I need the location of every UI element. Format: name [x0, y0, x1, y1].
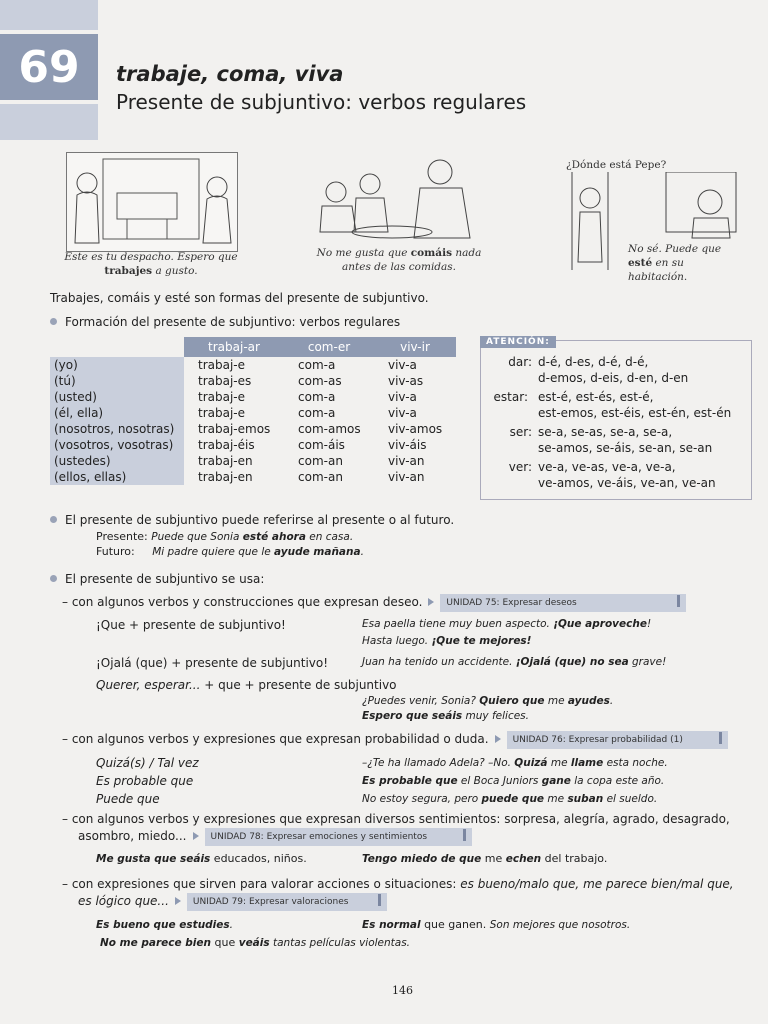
conjugation-table [50, 337, 456, 485]
conjugation-row [50, 421, 456, 437]
attention-forms: ve-a, ve-as, ve-a, ve-a, [538, 460, 676, 474]
ar-form-cell: trabaj-e [198, 390, 246, 404]
er-form-cell: com-a [298, 358, 336, 372]
arrow-right-icon [175, 897, 181, 905]
attention-forms: se-amos, se-áis, se-an, se-an [538, 441, 713, 455]
page-subtitle: Presente de subjuntivo: verbos regulares [116, 90, 527, 114]
header-ir: viv-ir [374, 337, 456, 357]
er-form-cell: com-an [298, 454, 343, 468]
ir-form-cell: viv-amos [388, 422, 443, 436]
attention-forms: se-a, se-as, se-a, se-a, [538, 425, 673, 439]
conjugation-row [50, 469, 456, 485]
bullet-icon [50, 516, 57, 523]
valoracion-example-3: No me parece bien que veáis tantas películas violentas. [100, 936, 411, 949]
deseo-example-1: Esa paella tiene muy buen aspecto. ¡Que aproveche! [362, 618, 652, 630]
ir-form-cell: viv-an [388, 470, 425, 484]
ar-form-cell: trabaj-éis [198, 438, 255, 452]
conjugation-row [50, 357, 456, 373]
sentimientos-example-1: Me gusta que seáis educados, niños. [96, 852, 307, 865]
er-form-cell: com-amos [298, 422, 361, 436]
ar-form-cell: trabaj-en [198, 454, 253, 468]
pronoun-cell: (él, ella) [50, 405, 184, 421]
office-drawing [67, 153, 237, 251]
probabilidad-example: –¿Te ha llamado Adela? –No. Quizá me llame esta noche. [362, 757, 668, 769]
ir-form-cell: viv-a [388, 390, 417, 404]
er-form-cell: com-a [298, 390, 336, 404]
unit-79-link[interactable]: UNIDAD 79: Expresar valoraciones [187, 893, 388, 911]
deseo-rule-2: ¡Ojalá (que) + presente de subjuntivo! [96, 656, 329, 670]
probabilidad-expression: Es probable que [96, 774, 194, 788]
header-ar: trabaj-ar [184, 337, 284, 357]
attention-verb: estar: [493, 390, 528, 404]
pronoun-cell: (usted) [50, 389, 184, 405]
ar-form-cell: trabaj-emos [198, 422, 271, 436]
page-number: 146 [392, 984, 413, 997]
er-form-cell: com-an [298, 470, 343, 484]
arrow-right-icon [428, 598, 434, 606]
attention-verb: ver: [508, 460, 532, 474]
valoracion-example-2: Es normal que ganen. Son mejores que nosotros. [362, 918, 631, 931]
conjugation-body [50, 357, 456, 485]
pronoun-cell: (tú) [50, 373, 184, 389]
ar-form-cell: trabaj-e [198, 406, 246, 420]
pronoun-cell: (vosotros, vosotras) [50, 437, 184, 453]
conjugation-row [50, 453, 456, 469]
er-form-cell: com-as [298, 374, 342, 388]
deseo-rule-1: ¡Que + presente de subjuntivo! [96, 618, 286, 632]
attention-forms: est-emos, est-éis, est-én, est-én [538, 406, 732, 420]
conjugation-row [50, 389, 456, 405]
pronoun-cell: (yo) [50, 357, 184, 373]
deseo-rule-3: Querer, esperar... + que + presente de subjuntivo [96, 678, 397, 692]
use-valoracion: – con expresiones que sirven para valorar acciones o situaciones: es bueno/malo que, me parece bien/mal que, [62, 877, 734, 891]
illustration-phone-caption: No sé. Puede que esté en su habitación. [628, 243, 722, 283]
future-example: Futuro: Mi padre quiere que le ayude mañana. [96, 545, 364, 558]
er-form-cell: com-a [298, 406, 336, 420]
attention-verb: dar: [508, 355, 532, 369]
deseo-example-3: Juan ha tenido un accidente. ¡Ojalá (que) no sea grave! [362, 656, 667, 668]
probabilidad-example: No estoy segura, pero puede que me suban el sueldo. [362, 793, 658, 805]
er-form-cell: com-áis [298, 438, 345, 452]
unit-78-link[interactable]: UNIDAD 78: Expresar emociones y sentimientos [205, 828, 473, 846]
present-example: Presente: Puede que Sonia esté ahora en casa. [96, 530, 354, 543]
bullet-icon [50, 575, 57, 582]
conjugation-table-wrap [50, 337, 456, 485]
use-sentimientos-2: asombro, miedo... UNIDAD 78: Expresar emociones y sentimientos [78, 828, 472, 846]
header-er: com-er [284, 337, 374, 357]
pronoun-cell: (ellos, ellas) [50, 469, 184, 485]
ir-form-cell: viv-a [388, 358, 417, 372]
conjugation-row [50, 405, 456, 421]
use-sentimientos: – con algunos verbos y expresiones que expresan diversos sentimientos: sorpresa, alegría, agrado, desagrado, [62, 812, 730, 826]
conjugation-row [50, 437, 456, 453]
deseo-example-2: Hasta luego. ¡Que te mejores! [362, 635, 532, 647]
header-strip-bottom [0, 104, 98, 140]
pronoun-cell: (nosotros, nosotras) [50, 421, 184, 437]
probabilidad-expression: Puede que [96, 792, 160, 806]
arrow-right-icon [193, 832, 199, 840]
ir-form-cell: viv-a [388, 406, 417, 420]
illustration-office-caption: Este es tu despacho. Espero que trabajes a gusto. [64, 251, 238, 277]
bullet-present-future: El presente de subjuntivo puede referirse al presente o al futuro. [50, 512, 454, 528]
dinner-drawing [312, 152, 486, 244]
speech-bubble: ¿Dónde está Pepe? [566, 159, 667, 171]
attention-forms: est-é, est-és, est-é, [538, 390, 654, 404]
use-deseo: – con algunos verbos y construcciones que expresan deseo. UNIDAD 75: Expresar deseos [62, 594, 686, 612]
page-title: trabaje, coma, viva [116, 62, 344, 86]
attention-forms: ve-amos, ve-áis, ve-an, ve-an [538, 476, 716, 490]
intro-text: Trabajes, comáis y esté son formas del presente de subjuntivo. [50, 291, 429, 305]
attention-forms: d-emos, d-eis, d-en, d-en [538, 371, 689, 385]
probabilidad-expression: Quizá(s) / Tal vez [96, 756, 199, 770]
bullet-formation: Formación del presente de subjuntivo: verbos regulares [50, 314, 400, 330]
illustration-dinner-caption: No me gusta que comáis nada antes de las comidas. [316, 247, 482, 273]
attention-label: ATENCIÓN: [480, 336, 556, 348]
probabilidad-example: Es probable que el Boca Juniors gane la copa este año. [362, 775, 665, 787]
header-strip-top [0, 0, 98, 30]
bullet-uses: El presente de subjuntivo se usa: [50, 571, 264, 587]
bullet-icon [50, 318, 57, 325]
valoracion-example-1: Es bueno que estudies. [96, 919, 233, 931]
ir-form-cell: viv-an [388, 454, 425, 468]
arrow-right-icon [495, 735, 501, 743]
deseo-example-5: Espero que seáis muy felices. [362, 710, 529, 722]
use-valoracion-2: es lógico que... UNIDAD 79: Expresar valoraciones [78, 893, 387, 911]
ar-form-cell: trabaj-e [198, 358, 246, 372]
unit-76-link[interactable]: UNIDAD 76: Expresar probabilidad (1) [507, 731, 728, 749]
use-probabilidad: – con algunos verbos y expresiones que expresan probabilidad o duda. UNIDAD 76: Expresar probabilidad (1) [62, 731, 728, 749]
unit-number-badge: 69 [0, 34, 98, 100]
ar-form-cell: trabaj-en [198, 470, 253, 484]
unit-75-link[interactable]: UNIDAD 75: Expresar deseos [440, 594, 685, 612]
attention-forms: d-é, d-es, d-é, d-é, [538, 355, 649, 369]
ar-form-cell: trabaj-es [198, 374, 252, 388]
pronoun-cell: (ustedes) [50, 453, 184, 469]
illustration-office [66, 152, 238, 252]
conjugation-row [50, 373, 456, 389]
illustration-dinner [312, 152, 486, 244]
ir-form-cell: viv-as [388, 374, 424, 388]
deseo-example-4: ¿Puedes venir, Sonia? Quiero que me ayudes. [362, 695, 614, 707]
sentimientos-example-2: Tengo miedo de que me echen del trabajo. [362, 852, 608, 865]
ir-form-cell: viv-áis [388, 438, 427, 452]
attention-verb: ser: [509, 425, 532, 439]
